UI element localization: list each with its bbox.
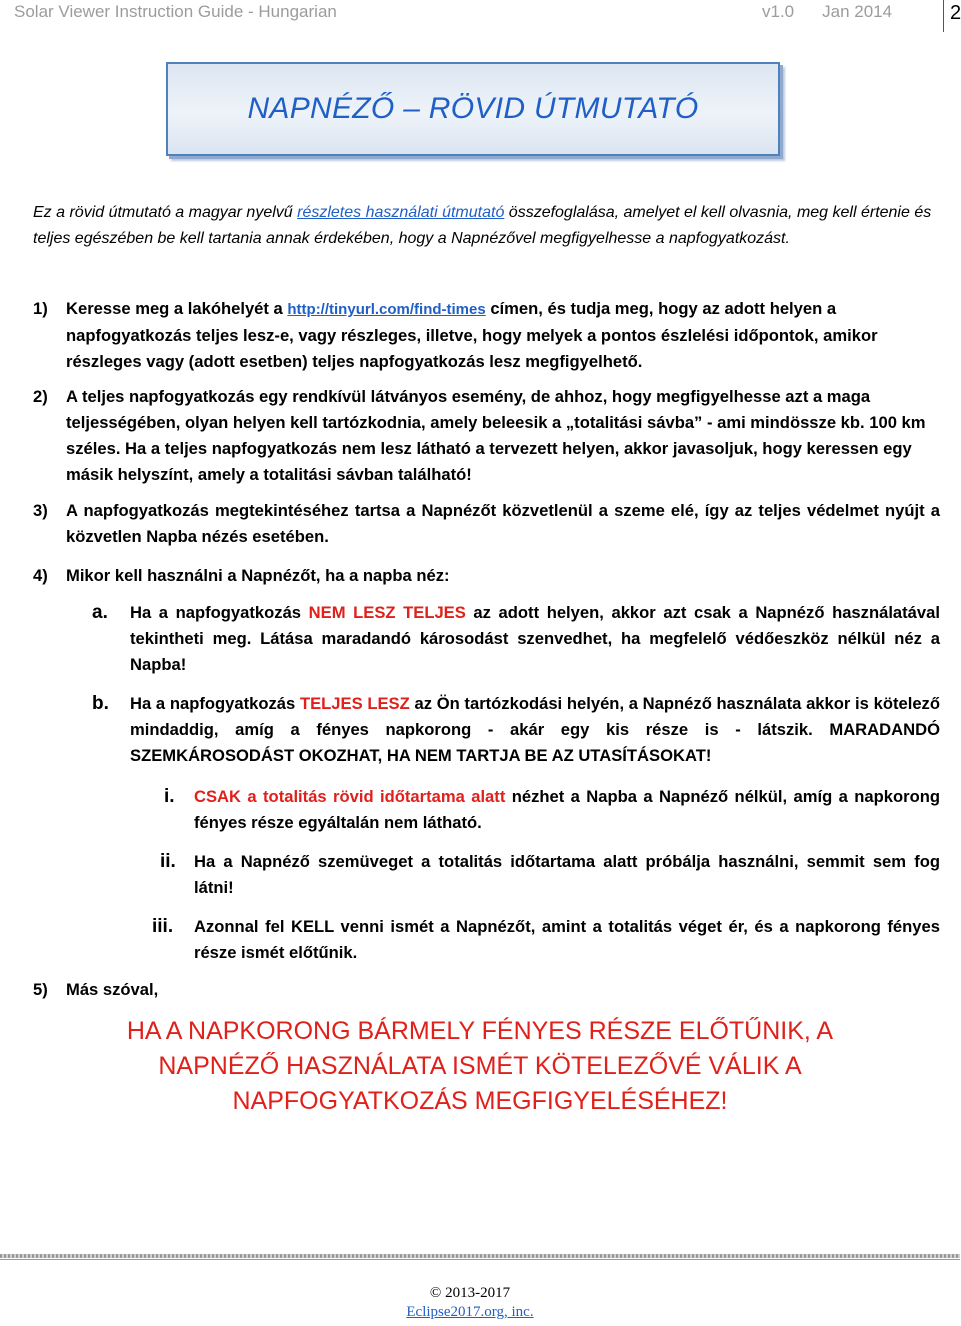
sub-item-b <box>92 691 940 769</box>
intro-text-before: Ez a rövid útmutató a magyar nyelvű <box>33 204 298 221</box>
sub-i-marker: i. <box>164 786 175 807</box>
item-3-text: A napfogyatkozás megtekintéséhez tartsa a Napnézőt közvetlenül a szeme elé, így az teljes védelmet nyújt a közvetlen Napba nézés esetében. <box>66 501 940 546</box>
header-version-date <box>762 2 892 22</box>
list-item-4 <box>33 563 940 589</box>
sub-i-after: nézhet a Napba a Napnéző nélkül, amíg a napkorong fényes része egyáltalán nem látható. <box>194 787 940 832</box>
page-number: 2 <box>943 0 961 32</box>
sub-a-after: az adott helyen, akkor azt csak a Napnéző használatával tekintheti meg. Látása maradandó károsodást szenvedhet, ha megfelelő védőeszköz nélkül néz a Napba! <box>130 603 940 674</box>
item-1-before: Keresse meg a lakóhelyét a <box>66 299 288 318</box>
list-item-3 <box>33 498 940 550</box>
sub-a-marker: a. <box>92 602 108 623</box>
sub-b-red: TELJES LESZ <box>299 694 410 713</box>
item-3-number: 3) <box>33 501 48 520</box>
sub-a-red: NEM LESZ TELJES <box>308 603 466 622</box>
list-item-1 <box>33 296 940 375</box>
item-1-after: címen, és tudja meg, hogy az adott helyen a napfogyatkozás teljes lesz-e, vagy részleges, illetve, hogy melyek a pontos észlelési időpontok, amikor részleges vagy (adott esetben) teljes napfogyatkozás lesz megfigyelhető. <box>66 299 878 371</box>
intro-paragraph <box>33 200 939 252</box>
sub-ii-text: Ha a Napnéző szemüveget a totalitás időtartama alatt próbálja használni, semmit sem fog látni! <box>194 852 940 897</box>
sub-b-marker: b. <box>92 693 109 714</box>
find-times-link[interactable]: http://tinyurl.com/find-times <box>287 301 486 318</box>
sub-item-a <box>92 600 940 678</box>
header-doc-title: Solar Viewer Instruction Guide - Hungarian <box>14 2 337 21</box>
header-version: v1.0 <box>762 2 795 21</box>
sub-item-ii <box>160 849 940 901</box>
big-warning: HA A NAPKORONG BÁRMELY FÉNYES RÉSZE ELŐTŰNIK, A NAPNÉZŐ HASZNÁLATA ISMÉT KÖTELEZŐVÉ VÁLIK A NAPFOGYATKOZÁS MEGFIGYELÉSÉHEZ! <box>126 1017 834 1115</box>
intro-text-after: összefoglalása, amelyet el kell olvasnia, meg kell értenie és teljes egészében be kell tartania annak érdekében, hogy a Napnézővel megfigyelhesse a napfogyatkozást. <box>33 204 932 247</box>
footer-org-link[interactable]: Eclipse2017.org, inc. <box>406 1304 534 1320</box>
sub-ii-marker: ii. <box>160 851 176 872</box>
footer <box>380 1284 560 1322</box>
detailed-guide-link[interactable]: részletes használati útmutató <box>297 204 505 221</box>
sub-item-i <box>164 784 940 836</box>
item-1-text <box>66 296 940 375</box>
item-1-number: 1) <box>33 299 48 318</box>
sub-iii-text: Azonnal fel KELL venni ismét a Napnézőt, amint a totalitás véget ér, és a napkorong fényes része ismét előtűnik. <box>194 917 940 962</box>
sub-item-iii <box>152 914 940 966</box>
header-date: Jan 2014 <box>822 2 893 21</box>
page-title: NAPNÉZŐ – RÖVID ÚTMUTATÓ <box>247 92 699 125</box>
sub-iii-marker: iii. <box>152 916 174 937</box>
item-4-text: Mikor kell használni a Napnézőt, ha a napba néz: <box>66 566 450 585</box>
sub-i-red: CSAK a totalitás rövid időtartama alatt <box>194 787 506 806</box>
footer-copyright: © 2013-2017 <box>429 1285 511 1301</box>
title-box <box>166 62 780 156</box>
item-4-number: 4) <box>33 566 48 585</box>
list-item-2 <box>33 384 940 488</box>
sub-b-after: az Ön tartózkodási helyén, a Napnéző használata akkor is kötelező mindaddig, amíg a fényes napkorong - akár egy kis része is - látszik. MARADANDÓ SZEMKÁROSODÁST OKOZHAT, HA NEM TARTJA BE AZ UTASÍTÁSOKAT! <box>130 694 940 765</box>
item-2-number: 2) <box>33 387 48 406</box>
sub-a-before: Ha a napfogyatkozás <box>130 603 309 622</box>
item-5-number: 5) <box>33 980 48 999</box>
list-item-5 <box>33 977 940 1003</box>
sub-b-before: Ha a napfogyatkozás <box>130 694 300 713</box>
footer-rule <box>0 1254 960 1258</box>
item-5-text: Más szóval, <box>66 980 159 999</box>
item-2-text: A teljes napfogyatkozás egy rendkívül látványos esemény, de ahhoz, hogy megfigyelhesse azt a maga teljességében, olyan helyen kell tartózkodnia, amely beleesik a „totalitási sávba” - ami mindössze kb. 100 km széles. Ha a teljes napfogyatkozás nem lesz látható a tervezett helyen, akkor javasoljuk, hogy keressen egy másik helyszínt, amely a totalitási sávban található! <box>66 387 926 484</box>
footer-rule-line <box>0 1259 960 1260</box>
